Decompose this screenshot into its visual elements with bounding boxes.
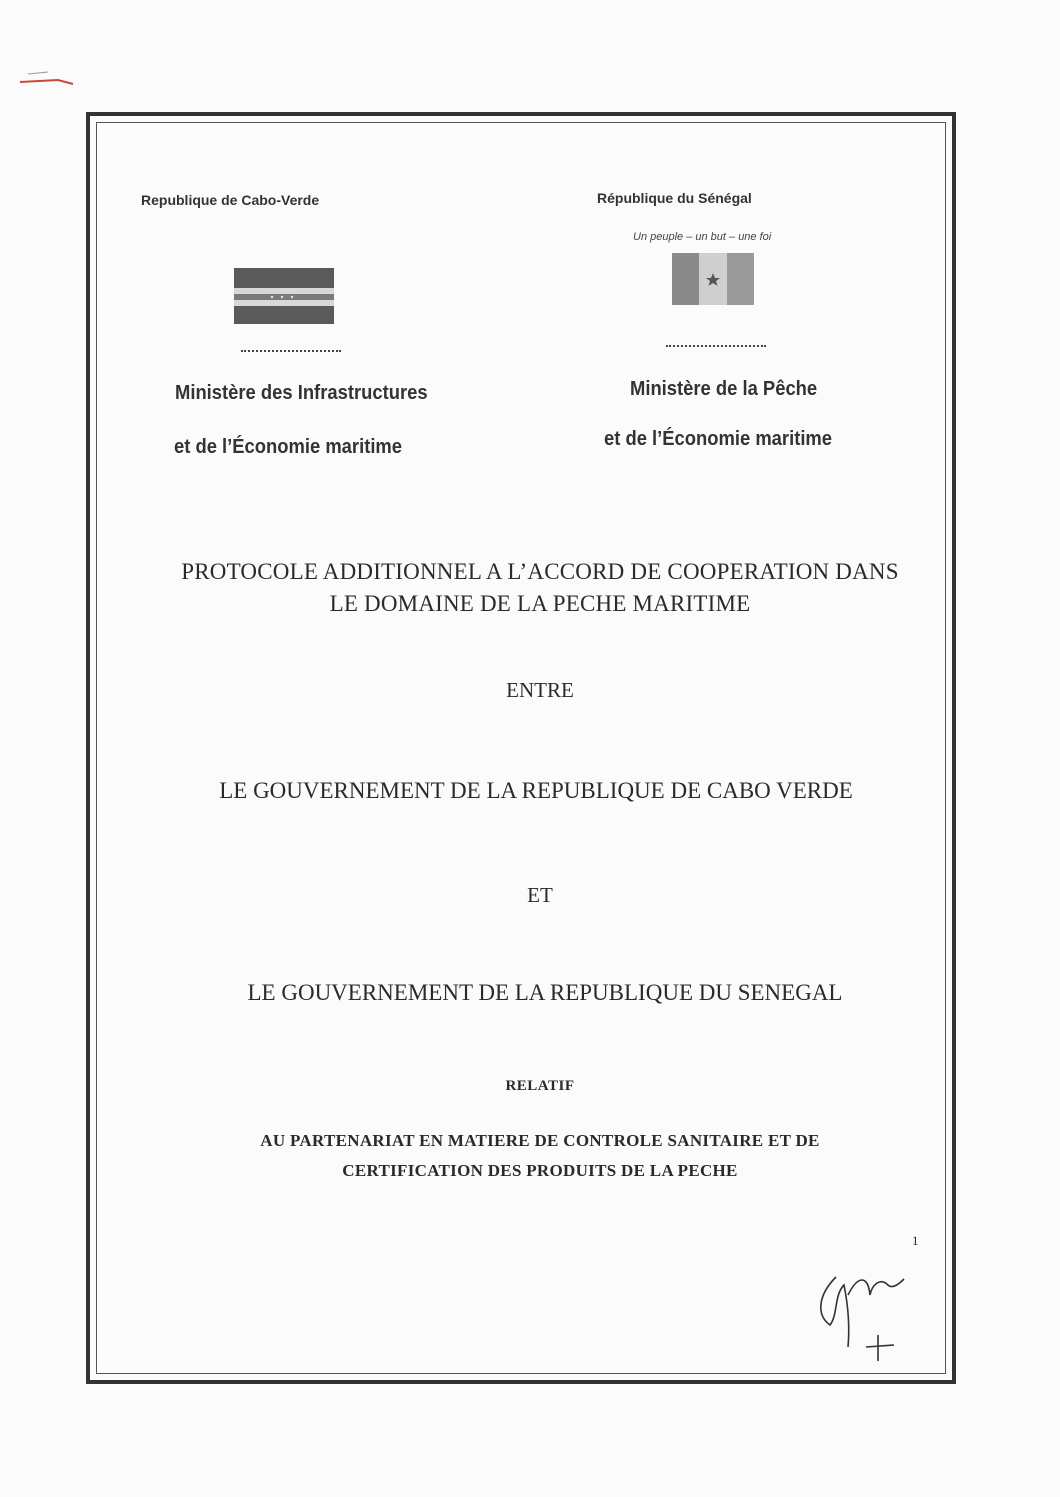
ministry-right-line1: Ministère de la Pêche <box>630 378 818 400</box>
entre-label: ENTRE <box>506 678 574 702</box>
government-cabo-verde: LE GOUVERNEMENT DE LA REPUBLIQUE DE CABO VERDE <box>219 778 853 803</box>
document-border-inner <box>96 122 946 1374</box>
document-title <box>100 556 980 620</box>
ministry-left-line2: et de l’Économie maritime <box>174 436 403 458</box>
handwritten-signature <box>808 1255 918 1375</box>
senegal-flag-icon <box>672 253 754 305</box>
title-line-1: PROTOCOLE ADDITIONNEL A L’ACCORD DE COOPERATION DANS <box>181 559 899 584</box>
subject-line-1: AU PARTENARIAT EN MATIERE DE CONTROLE SANITAIRE ET DE <box>260 1131 820 1150</box>
et-label: ET <box>527 883 553 907</box>
cabo-verde-flag-icon <box>234 268 334 324</box>
republic-cabo-verde: Republique de Cabo-Verde <box>141 192 320 208</box>
relatif-label: RELATIF <box>505 1078 575 1094</box>
title-line-2: LE DOMAINE DE LA PECHE MARITIME <box>329 591 751 616</box>
ministry-left-line1: Ministère des Infrastructures <box>175 382 428 404</box>
divider-left <box>241 350 341 352</box>
government-senegal: LE GOUVERNEMENT DE LA REPUBLIQUE DU SENEGAL <box>247 980 843 1005</box>
divider-right <box>666 345 766 347</box>
senegal-motto: Un peuple – un but – une foi <box>633 231 772 243</box>
ministry-right-line2: et de l’Économie maritime <box>604 428 833 450</box>
republic-senegal: République du Sénégal <box>597 190 752 206</box>
subject-line-2: CERTIFICATION DES PRODUITS DE LA PECHE <box>342 1161 738 1180</box>
scan-mark <box>18 62 88 92</box>
document-subject <box>100 1126 980 1186</box>
page-number: 1 <box>912 1233 919 1248</box>
